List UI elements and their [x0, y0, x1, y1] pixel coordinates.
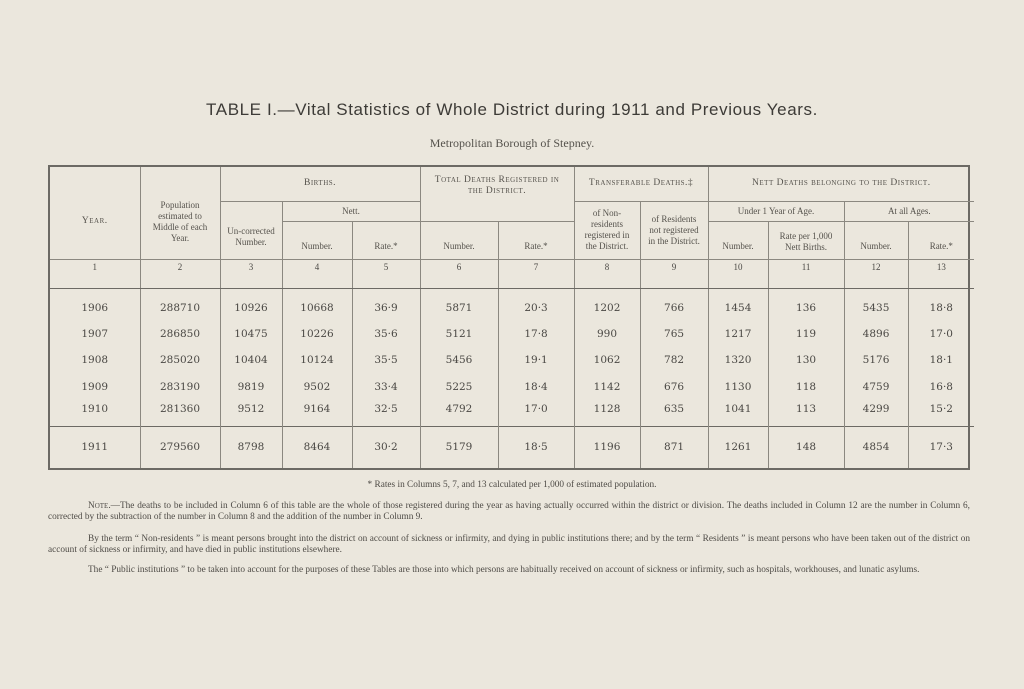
table-cell: 279560 — [140, 426, 220, 468]
header-residents: of Residents not registered in the District. — [640, 201, 708, 259]
table-cell: 1320 — [708, 347, 768, 373]
table-cell: 676 — [640, 373, 708, 399]
table-cell: 15·2 — [929, 402, 953, 415]
table-cell: 9512 — [220, 400, 282, 426]
note-paragraph-1 — [48, 501, 970, 523]
table-cell: 10226 — [282, 321, 352, 347]
table-cell: 5435 — [844, 289, 908, 321]
table-cell: 4792 — [420, 400, 498, 426]
vital-statistics-table — [48, 165, 970, 470]
table-cell: 1261 — [708, 426, 768, 468]
header-population: Population estimated to Middle of each Year. — [140, 167, 220, 259]
table-cell: 10668 — [282, 289, 352, 321]
table-cell: 4854 — [844, 426, 908, 468]
table-cell: 33·4 — [352, 373, 420, 399]
page-subtitle: Metropolitan Borough of Stepney. — [429, 136, 595, 150]
table-cell: 136 — [768, 289, 844, 321]
table-cell: 113 — [768, 400, 844, 426]
table-cell: 148 — [768, 426, 844, 468]
table-cell: 286850 — [140, 321, 220, 347]
header-non-residents: of Non-residents registered in the District. — [574, 201, 640, 259]
header-transferable: Transferable Deaths.‡ — [574, 167, 708, 201]
header-under1-number: Number. — [708, 221, 768, 259]
note-label: Note. — [88, 501, 111, 511]
table-cell: 1142 — [574, 373, 640, 399]
column-number: 13 — [908, 259, 974, 289]
table-cell: 1454 — [708, 289, 768, 321]
header-deaths-rate: Rate.* — [498, 221, 574, 259]
table-cell: 8464 — [282, 426, 352, 468]
table-cell: 18·4 — [498, 373, 574, 399]
table-row — [50, 426, 974, 468]
table-cell: 1196 — [574, 426, 640, 468]
table-cell: 5179 — [420, 426, 498, 468]
table-cell: 18·1 — [929, 354, 953, 367]
table-row — [50, 373, 974, 399]
table-cell: 871 — [640, 426, 708, 468]
header-under-1-year: Under 1 Year of Age. — [708, 201, 844, 221]
table-cell: 990 — [574, 321, 640, 347]
column-number: 3 — [220, 259, 282, 289]
column-number: 6 — [420, 259, 498, 289]
table-cell: 130 — [768, 347, 844, 373]
table-cell: 17·8 — [498, 321, 574, 347]
table-cell: 17·0 — [929, 327, 953, 340]
table-cell: 1202 — [574, 289, 640, 321]
table-row — [50, 347, 974, 373]
column-number: 1 — [50, 259, 140, 289]
table-cell: 10926 — [220, 289, 282, 321]
note-text-1: —The deaths to be included in Column 6 of this table are the whole of those registered during the year as having actually occurred within the district or division. The deaths included in Column 12 are the number in Column 6, corrected by the subtraction of the number in Column 8 and the addition of the number in Column 9. — [48, 501, 970, 522]
table-cell: 35·6 — [352, 321, 420, 347]
table-cell: 1907 — [50, 321, 140, 347]
table-cell: 5456 — [420, 347, 498, 373]
header-year: Year. — [50, 167, 140, 259]
header-births: Births. — [220, 167, 420, 201]
table-cell: 782 — [640, 347, 708, 373]
table-cell: 35·5 — [352, 347, 420, 373]
table-cell: 281360 — [140, 400, 220, 426]
table-cell: 5871 — [420, 289, 498, 321]
column-number: 8 — [574, 259, 640, 289]
table-cell: 1910 — [50, 400, 140, 426]
header-nett-deaths: Nett Deaths belonging to the District. — [708, 167, 974, 201]
header-nett-number: Number. — [282, 221, 352, 259]
header-uncorrected: Un-corrected Number. — [220, 201, 282, 259]
note-paragraph-3: The “ Public institutions ” to be taken into account for the purposes of these Tables are those into which persons are habitually received on account of sickness or infirmity, such as hospitals, workhouses, and lunatic asylums. — [88, 565, 920, 575]
note-paragraph-2: By the term “ Non-residents ” is meant persons brought into the district on account of sickness or infirmity, and dying in public institutions there; and by the term “ Residents ” is meant persons who have been taken out of the district on account of sickness or infirmity, and have died in public institutions elsewhere. — [48, 534, 970, 555]
table-cell: 1911 — [50, 426, 140, 468]
table-row — [50, 321, 974, 347]
table-cell: 635 — [640, 400, 708, 426]
table-cell: 17·3 — [908, 426, 974, 468]
table-cell: 8798 — [220, 426, 282, 468]
header-allages-rate: Rate.* — [908, 221, 974, 259]
table-cell: 1128 — [574, 400, 640, 426]
table-cell: 1908 — [50, 347, 140, 373]
table-cell: 1909 — [50, 373, 140, 399]
column-number: 11 — [768, 259, 844, 289]
column-number: 7 — [498, 259, 574, 289]
table-row — [50, 400, 974, 426]
table-body — [50, 289, 974, 468]
table-cell: 20·3 — [498, 289, 574, 321]
table-row — [50, 289, 974, 321]
header-nett-rate: Rate.* — [352, 221, 420, 259]
column-number: 12 — [844, 259, 908, 289]
rates-footnote: * Rates in Columns 5, 7, and 13 calculated per 1,000 of estimated population. — [367, 480, 657, 490]
table-cell: 17·0 — [498, 400, 574, 426]
table-cell: 1062 — [574, 347, 640, 373]
column-number: 2 — [140, 259, 220, 289]
table-cell: 9502 — [282, 373, 352, 399]
table-cell: 16·8 — [929, 380, 953, 393]
table-cell: 9164 — [282, 400, 352, 426]
table-cell: 765 — [640, 321, 708, 347]
header-deaths-number: Number. — [420, 221, 498, 259]
table-cell: 30·2 — [352, 426, 420, 468]
header-allages-number: Number. — [844, 221, 908, 259]
table-cell: 118 — [768, 373, 844, 399]
table-cell: 1217 — [708, 321, 768, 347]
table-cell: 5225 — [420, 373, 498, 399]
table-cell: 36·9 — [352, 289, 420, 321]
header-all-ages: At all Ages. — [844, 201, 974, 221]
table-cell: 285020 — [140, 347, 220, 373]
table-cell: 119 — [768, 321, 844, 347]
table-cell: 766 — [640, 289, 708, 321]
table-cell: 5121 — [420, 321, 498, 347]
column-number: 10 — [708, 259, 768, 289]
table-cell: 4896 — [844, 321, 908, 347]
table-cell: 32·5 — [352, 400, 420, 426]
header-rate-per-1000: Rate per 1,000 Nett Births. — [768, 221, 844, 259]
table-cell: 10475 — [220, 321, 282, 347]
column-number: 4 — [282, 259, 352, 289]
table-cell: 1041 — [708, 400, 768, 426]
table-cell: 4759 — [844, 373, 908, 399]
column-number: 9 — [640, 259, 708, 289]
table-cell: 5176 — [844, 347, 908, 373]
header-nett: Nett. — [282, 201, 420, 221]
column-number: 5 — [352, 259, 420, 289]
table-cell: 288710 — [140, 289, 220, 321]
table-cell: 18·8 — [929, 301, 953, 314]
header-total-deaths: Total Deaths Registered in the District. — [420, 167, 574, 221]
table-cell: 1906 — [50, 289, 140, 321]
page-title: TABLE I.—Vital Statistics of Whole District during 1911 and Previous Years. — [206, 100, 818, 119]
table-cell: 1130 — [708, 373, 768, 399]
table-cell: 19·1 — [498, 347, 574, 373]
table-cell: 18·5 — [498, 426, 574, 468]
table-cell: 283190 — [140, 373, 220, 399]
table-cell: 10404 — [220, 347, 282, 373]
table-cell: 10124 — [282, 347, 352, 373]
table-cell: 4299 — [844, 400, 908, 426]
table-cell: 9819 — [220, 373, 282, 399]
